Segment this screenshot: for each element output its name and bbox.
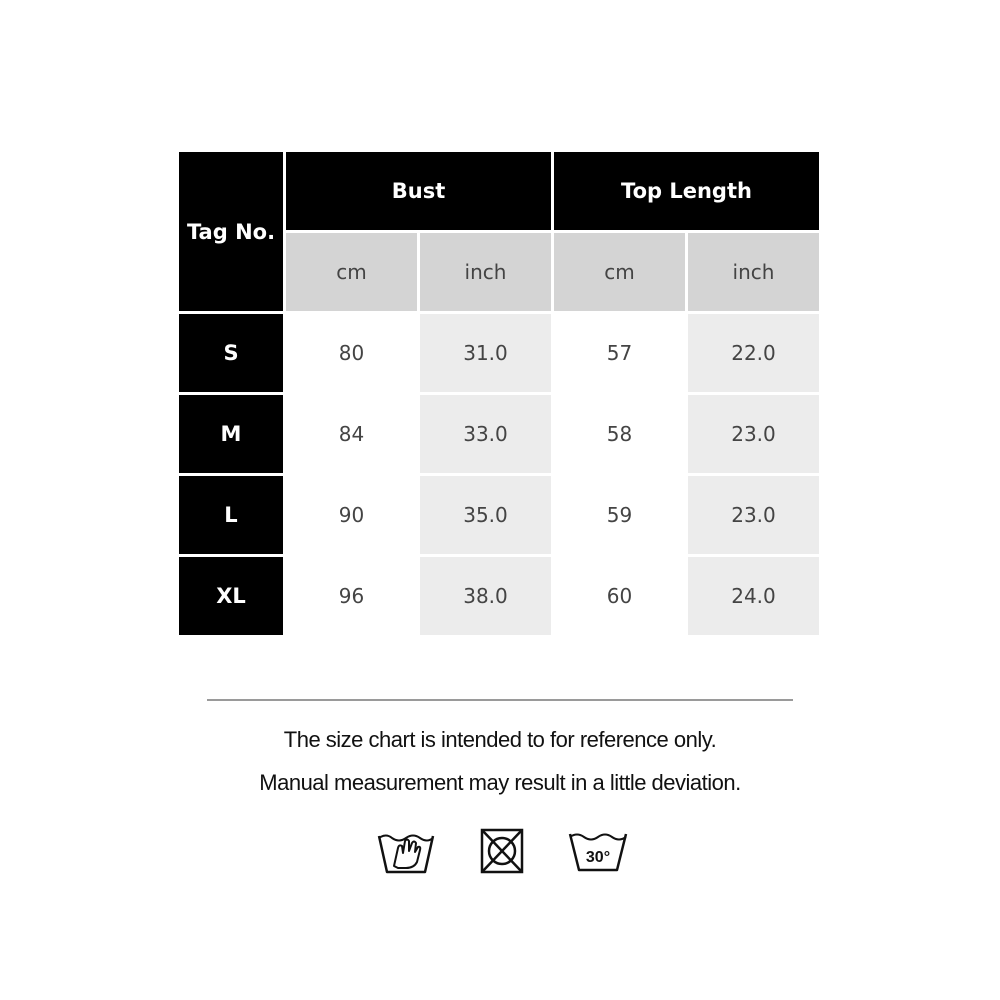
length-inch-cell: 23.0: [688, 395, 819, 473]
bust-cm-header: cm: [286, 233, 417, 311]
bust-inch-cell: 35.0: [420, 476, 551, 554]
size-chart-table: [176, 149, 822, 638]
table-row: [179, 476, 819, 554]
bust-inch-cell: 33.0: [420, 395, 551, 473]
bust-inch-header: inch: [420, 233, 551, 311]
size-label: XL: [179, 557, 283, 635]
tag-no-header: Tag No.: [179, 152, 283, 311]
deviation-note: Manual measurement may result in a little deviation.: [259, 770, 741, 795]
length-cm-cell: 60: [554, 557, 685, 635]
bust-header: Bust: [286, 152, 551, 230]
do-not-tumble-dry-icon: [480, 826, 524, 876]
size-label: M: [179, 395, 283, 473]
reference-note: The size chart is intended to for reference only.: [283, 727, 717, 752]
care-icons: [0, 826, 1000, 882]
length-inch-header: inch: [688, 233, 819, 311]
top-length-header: Top Length: [554, 152, 819, 230]
bust-inch-cell: 31.0: [420, 314, 551, 392]
wash-temp-label: 30°: [585, 849, 611, 866]
length-inch-cell: 24.0: [688, 557, 819, 635]
hand-wash-icon: [376, 826, 436, 878]
length-cm-header: cm: [554, 233, 685, 311]
length-inch-cell: 22.0: [688, 314, 819, 392]
length-cm-cell: 57: [554, 314, 685, 392]
length-cm-cell: 59: [554, 476, 685, 554]
bust-cm-cell: 84: [286, 395, 417, 473]
table-row: [179, 314, 819, 392]
length-inch-cell: 23.0: [688, 476, 819, 554]
length-cm-cell: 58: [554, 395, 685, 473]
table-row: [179, 395, 819, 473]
bust-inch-cell: 38.0: [420, 557, 551, 635]
bust-cm-cell: 80: [286, 314, 417, 392]
divider: [207, 699, 793, 701]
bust-cm-cell: 90: [286, 476, 417, 554]
size-label: L: [179, 476, 283, 554]
table-row: [179, 557, 819, 635]
size-label: S: [179, 314, 283, 392]
wash-30-icon: [567, 826, 629, 876]
bust-cm-cell: 96: [286, 557, 417, 635]
